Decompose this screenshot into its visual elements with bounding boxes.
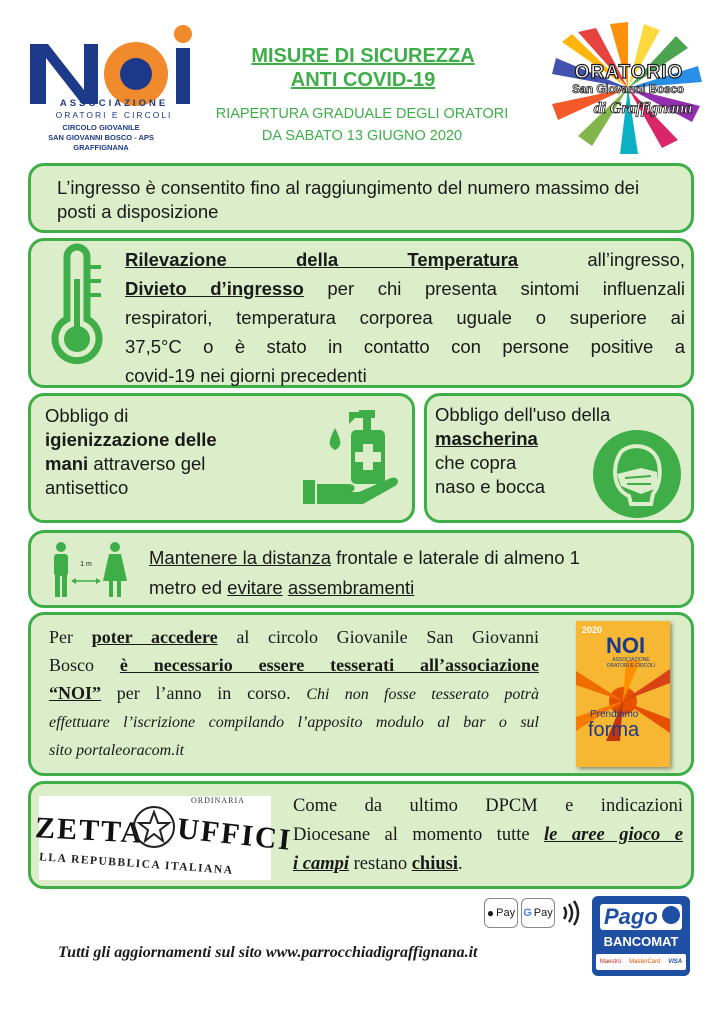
card-brand: NOI: [606, 633, 646, 658]
card-year: 2020: [582, 625, 603, 635]
membership-text: Per poter accedere al circolo Giovanile San Giovanni Bosco è necessario essere tesserati all’associazione “NOI” per l’anno in corso. Chi non fosse tesserato potrà effettuare l’iscrizione compilando l’apposito modulo al bar o sul sito portaleoracom.it: [49, 627, 540, 759]
face-mask-text: Obbligo dell'uso della mascherina che copra naso e bocca: [435, 404, 611, 497]
pago-symbol-icon: [662, 906, 680, 924]
page-subtitle: [184, 103, 540, 147]
temp-line3: respiratori, temperatura corporea uguale o superiore ai: [125, 307, 685, 328]
gazzetta-bottom: LLA REPUBBLICA ITALIANA: [38, 851, 234, 877]
distance-icon-label: 1 m: [80, 561, 92, 568]
face-mask-icon: [591, 428, 683, 520]
noi-association-logo: [26, 24, 196, 164]
mastercard-logo: MasterCard: [629, 959, 661, 965]
gazzetta-right: UFFICI: [175, 812, 294, 857]
card-slogan2: forma: [588, 719, 640, 741]
noi-logo-line5: GRAFFIGNANA: [73, 143, 129, 152]
google-pay-badge: G Pay: [521, 898, 555, 928]
noi-logo-line2: ORATORI E CIRCOLI: [55, 110, 173, 120]
visa-logo: VISA: [668, 959, 683, 965]
temp-line4: 37,5°C o è stato in contatto con persone positive a: [125, 336, 685, 357]
apple-pay-badge: ● Pay: [484, 898, 518, 928]
pagobancomat-logo: [592, 896, 690, 976]
playgrounds-text: Come da ultimo DPCM e indicazioni Diocesane al momento tutte le aree gioco e i campi restano chiusi.: [293, 796, 683, 874]
noi-logo-line3: CIRCOLO GIOVANILE: [62, 123, 140, 132]
hand-hygiene-text: Obbligo di igienizzazione delle mani attraverso gel antisettico: [45, 405, 217, 498]
gazzetta-ufficiale-image: [34, 796, 294, 880]
social-distance-text: Mantenere la distanza frontale e laterale di almeno 1 metro ed evitare assembramenti: [149, 547, 580, 598]
footer-website-note: Tutti gli aggiornamenti sul sito www.parrocchiadigraffignana.it: [58, 944, 478, 961]
thermometer-icon: [45, 249, 109, 369]
noi-logo-line4: SAN GIOVANNI BOSCO - APS: [48, 133, 154, 142]
temp-measure-title: Rilevazione della Temperatura: [125, 249, 519, 270]
temperature-notice-box: [28, 238, 694, 388]
social-distance-box: [28, 530, 694, 608]
bancomat-text: BANCOMAT: [603, 934, 679, 949]
membership-card-image: [576, 621, 670, 767]
capacity-notice-box: [28, 163, 694, 233]
page-title: [196, 44, 530, 92]
gazzetta-top: ORDINARIA: [191, 796, 245, 805]
temp-line2: Divieto d’ingresso per chi presenta sintomi influenzali: [125, 278, 685, 299]
apple-icon: ●: [486, 906, 495, 920]
title-line1: MISURE DI SICUREZZA: [251, 45, 475, 67]
playgrounds-closed-box: [28, 781, 694, 889]
card-networks-strip: [596, 954, 686, 970]
hand-sanitizer-icon: [299, 406, 411, 510]
temp-line1: Rilevazione della Temperatura all’ingresso,: [125, 249, 686, 270]
entry-ban-title: Divieto d’ingresso: [125, 278, 304, 299]
card-sub2: ORATORI E CIRCOLI: [606, 663, 656, 669]
noi-logo-line1: ASSOCIAZIONE: [59, 98, 169, 109]
membership-box: [28, 612, 694, 776]
temperature-notice-text: [125, 245, 685, 390]
card-sub1: ASSOCIAZIONE: [612, 657, 650, 663]
face-mask-box: [424, 393, 694, 523]
title-line2: ANTI COVID-19: [290, 69, 436, 91]
oratorio-logo-line3: di Graffignana: [593, 100, 693, 117]
subtitle-line1: RIAPERTURA GRADUALE DEGLI ORATORI: [215, 106, 509, 122]
capacity-notice-text: L’ingresso è consentito fino al raggiungimento del numero massimo dei posti a disposizione: [57, 177, 640, 222]
oratorio-logo: [548, 22, 708, 154]
card-slogan1: Prendiamo: [590, 709, 639, 720]
pago-text: Pago: [604, 904, 658, 929]
google-icon: G: [523, 907, 532, 919]
hand-hygiene-box: [28, 393, 415, 523]
contactless-icon: [558, 898, 586, 928]
italian-emblem-icon: [131, 804, 177, 850]
subtitle-line2: DA SABATO 13 GIUGNO 2020: [261, 128, 463, 144]
oratorio-logo-line1: ORATORIO: [574, 62, 684, 83]
social-distance-icon: [49, 541, 129, 599]
maestro-logo: Maestro: [599, 959, 622, 965]
gazzetta-left: ZETTA: [34, 811, 146, 850]
temp-line5: covid-19 nei giorni precedenti: [125, 365, 367, 386]
oratorio-logo-line2: San Giovanni Bosco: [572, 84, 684, 96]
